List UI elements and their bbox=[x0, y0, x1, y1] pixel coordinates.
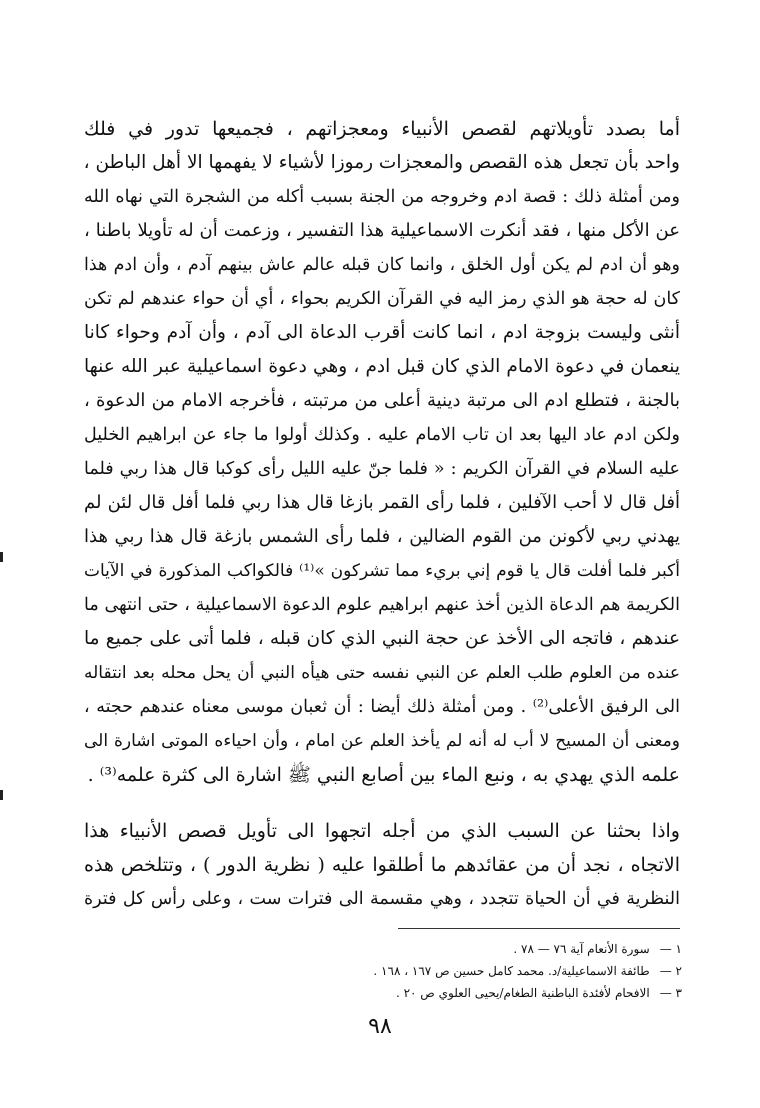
footnote-item bbox=[360, 960, 682, 982]
footnote-text: الافحام لأفئدة الباطنية الطغام/يحيى العلوي ص ٢٠ . bbox=[395, 986, 650, 1000]
text-line: يهدني ربي لأكونن من القوم الضالين ، فلما رأى الشمس بازغة قال هذا ربي هذا bbox=[84, 526, 680, 547]
text-line: وهو أن ادم لم يكن أول الخلق ، وانما كان قبله عالم عاش بينهم آدم ، وأن ادم هذا bbox=[84, 255, 680, 275]
margin-mark bbox=[0, 790, 3, 800]
footnote-item bbox=[360, 938, 682, 960]
footnote-number: ١ — bbox=[659, 942, 682, 956]
footnote-text: سورة الأنعام آية ٧٦ — ٧٨ . bbox=[513, 942, 650, 956]
footnote-number: ٢ — bbox=[659, 964, 682, 978]
footnote-item bbox=[360, 982, 682, 1004]
text-line: النظرية في أن الحياة تتجدد ، وهي مقسمة الى فترات ست ، وعلى رأس كل فترة bbox=[84, 889, 680, 909]
text-line: أكبر فلما أفلت قال يا قوم إني بريء مما تشركون »⁽¹⁾ فالكواكب المذكورة في الآيات bbox=[84, 561, 680, 581]
text-line: ولكن ادم عاد اليها بعد ان تاب الامام عليه . وكذلك أولوا ما جاء عن ابراهيم الخليل bbox=[84, 425, 680, 445]
text-line: ينعمان في دعوة الامام الذي كان قبل ادم ، وهي دعوة اسماعيلية عبر الله عنها bbox=[84, 356, 680, 377]
text-line: ومعنى أن المسيح لا أب له أنه لم يأخذ العلم عن امام ، وأن احياءه الموتى اشارة الى bbox=[84, 731, 680, 751]
text-line: الاتجاه ، نجد أن من عقائدهم ما أطلقوا عليه ( نظرية الدور ) ، وتتلخص هذه bbox=[84, 854, 680, 876]
text-line: واذا بحثنا عن السبب الذي من أجله اتجهوا الى تأويل قصص الأنبياء هذا bbox=[84, 820, 680, 842]
text-line: أفل قال لا أحب الآفلين ، فلما رأى القمر بازغا قال هذا ربي فلما أفل قال لئن لم bbox=[84, 492, 680, 513]
text-line: الى الرفيق الأعلى⁽²⁾ . ومن أمثلة ذلك أيضا : أن ثعبان موسى معناه عندهم حجته ، bbox=[84, 697, 680, 717]
footnote-text: طائفة الاسماعيلية/د. محمد كامل حسين ص ١٦٧ ، ١٦٨ . bbox=[373, 964, 650, 978]
page-number: ٩٨ bbox=[368, 1014, 392, 1039]
text-line: أنثى وليست بزوجة ادم ، انما كانت أقرب الدعاة الى آدم ، وأن آدم وحواء كانا bbox=[84, 322, 680, 343]
text-line: بالجنة ، فتطلع ادم الى مرتبة دينية أعلى من مرتبته ، فأخرجه الامام من الدعوة ، bbox=[84, 390, 680, 411]
text-line: واحد بأن تجعل هذه القصص والمعجزات رموزا لأشياء لا يفهمها الا أهل الباطن ، bbox=[84, 152, 680, 173]
text-line: ومن أمثلة ذلك : قصة ادم وخروجه من الجنة بسبب أكله من الشجرة التي نهاه الله bbox=[84, 187, 680, 207]
footnotes bbox=[360, 938, 682, 1004]
footnote-divider bbox=[398, 928, 680, 929]
text-line: الكريمة هم الدعاة الذين أخذ عنهم ابراهيم علوم الدعوة الاسماعيلية ، حتى انتهى ما bbox=[84, 595, 680, 615]
paragraph-gap bbox=[84, 792, 680, 814]
text-line: عندهم ، فاتجه الى الأخذ عن حجة النبي الذي كان قبله ، فلما أتى على جميع ما bbox=[84, 628, 680, 649]
margin-mark bbox=[0, 552, 3, 562]
footnote-number: ٣ — bbox=[659, 986, 682, 1000]
body-text bbox=[84, 112, 680, 916]
text-line: أما بصدد تأويلاتهم لقصص الأنبياء ومعجزاتهم ، فجميعها تدور في فلك bbox=[84, 118, 680, 140]
text-line: علمه الذي يهدي به ، ونبع الماء بين أصابع النبي ﷺ اشارة الى كثرة علمه⁽³⁾ . bbox=[87, 764, 680, 786]
text-line: عن الأكل منها ، فقد أنكرت الاسماعيلية هذا التفسير ، وزعمت أن له تأويلا باطنا ، bbox=[84, 220, 680, 241]
text-line: كان له حجة هو الذي رمز اليه في القرآن الكريم بحواء ، أي أن حواء عندهم لم تكن bbox=[84, 289, 680, 309]
text-line: عليه السلام في القرآن الكريم : « فلما جنّ عليه الليل رأى كوكبا قال هذا ربي فلما bbox=[84, 459, 680, 479]
text-line: عنده من العلوم طلب العلم عن النبي نفسه حتى هيأه النبي أن يحل محله بعد انتقاله bbox=[84, 663, 680, 683]
